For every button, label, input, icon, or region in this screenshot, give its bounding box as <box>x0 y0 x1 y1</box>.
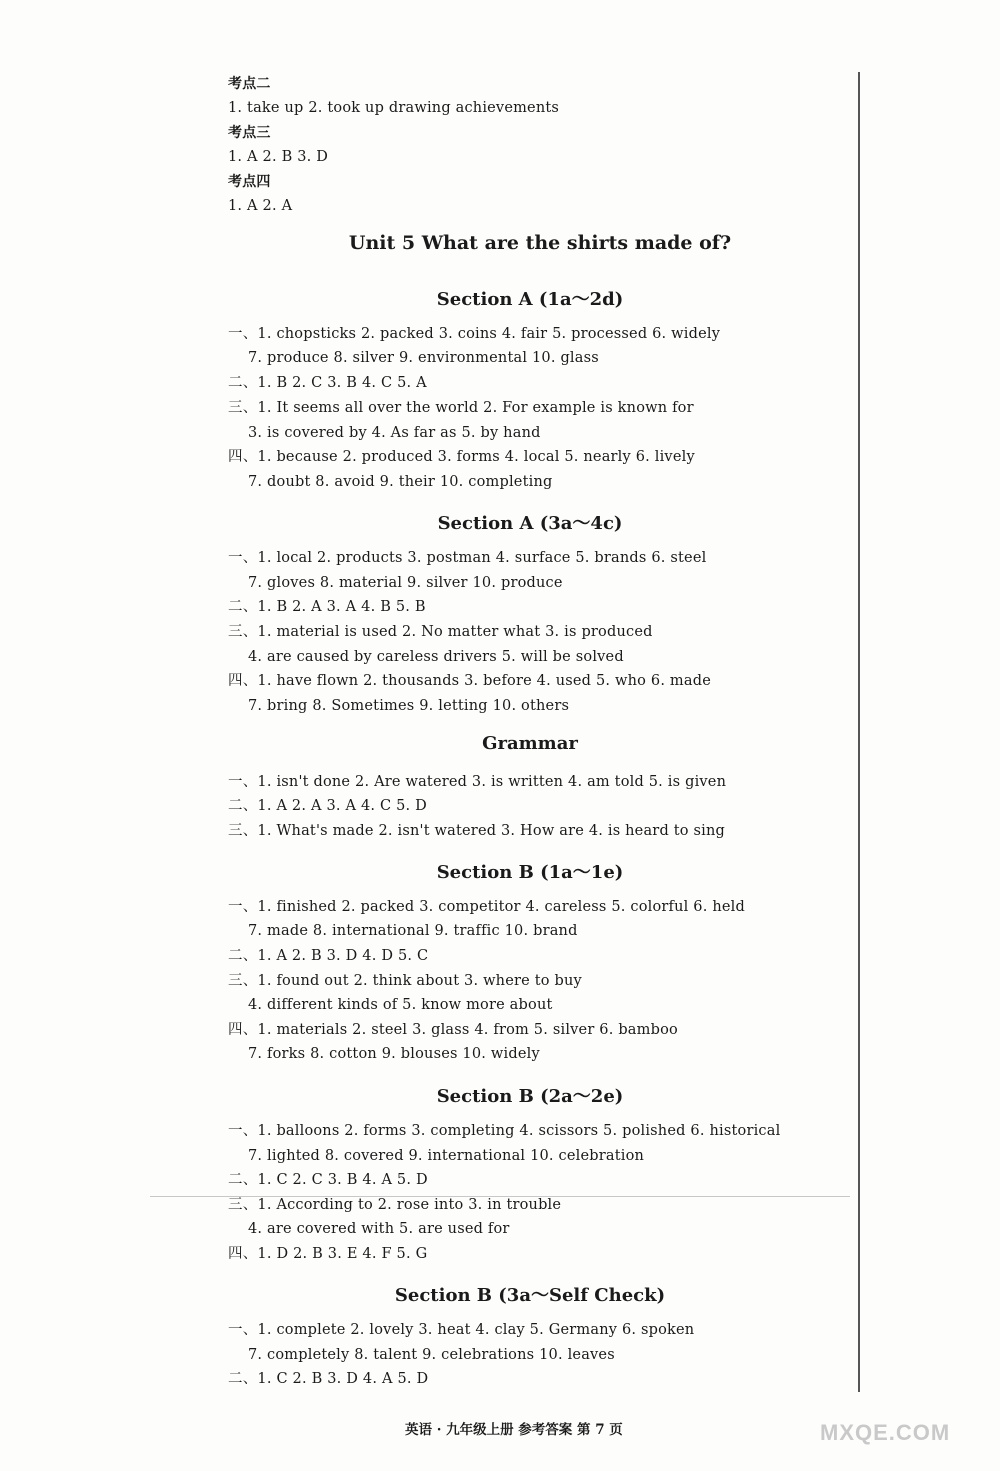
answer-line: 二、1. B 2. A 3. A 4. B 5. B <box>228 599 426 615</box>
section-b-1a-1e-title: Section B (1a～1e) <box>436 862 624 883</box>
answer-line: 三、1. According to 2. rose into 3. in trouble <box>228 1197 562 1213</box>
answer-line: 二、1. B 2. C 3. B 4. C 5. A <box>228 375 427 391</box>
answer-line: 二、1. C 2. C 3. B 4. A 5. D <box>228 1172 428 1188</box>
answer-line: 一、1. local 2. products 3. postman 4. surface 5. brands 6. steel <box>228 550 707 566</box>
answer-line: 一、1. complete 2. lovely 3. heat 4. clay 5. Germany 6. spoken <box>228 1322 695 1338</box>
answer-line: 4. different kinds of 5. know more about <box>248 997 553 1013</box>
section-a-1a-2d-title: Section A (1a～2d) <box>436 289 624 310</box>
answer-line: 7. forks 8. cotton 9. blouses 10. widely <box>248 1046 540 1062</box>
column-divider <box>858 72 860 1392</box>
answer-line: 7. gloves 8. material 9. silver 10. produce <box>248 575 563 591</box>
answer-line: 二、1. A 2. A 3. A 4. C 5. D <box>228 798 427 814</box>
answer-line: 一、1. balloons 2. forms 3. completing 4. scissors 5. polished 6. historical <box>228 1123 781 1139</box>
answer-line: 3. is covered by 4. As far as 5. by hand <box>248 425 541 441</box>
answer-line: 4. are covered with 5. are used for <box>248 1221 510 1237</box>
answer-line: 四、1. D 2. B 3. E 4. F 5. G <box>228 1246 428 1262</box>
answer-line: 4. are caused by careless drivers 5. will be solved <box>248 649 624 665</box>
answer-line: 三、1. material is used 2. No matter what 3. is produced <box>228 624 653 640</box>
answer-line: 三、1. found out 2. think about 3. where to buy <box>228 973 582 989</box>
kaodian-2-answers: 1. take up 2. took up drawing achievements <box>228 100 560 116</box>
section-a-3a-4c-title: Section A (3a～4c) <box>437 513 623 534</box>
section-b-3a-self-check-title: Section B (3a～Self Check) <box>394 1285 666 1306</box>
answer-line: 7. lighted 8. covered 9. international 10. celebration <box>248 1148 645 1164</box>
answer-line: 二、1. A 2. B 3. D 4. D 5. C <box>228 948 429 964</box>
kaodian-4-label: 考点四 <box>228 174 271 190</box>
answer-line: 7. completely 8. talent 9. celebrations 10. leaves <box>248 1347 615 1363</box>
answer-line: 7. doubt 8. avoid 9. their 10. completing <box>248 474 553 490</box>
answer-line: 7. bring 8. Sometimes 9. letting 10. others <box>248 698 570 714</box>
answer-line: 一、1. isn't done 2. Are watered 3. is written 4. am told 5. is given <box>228 774 727 790</box>
unit-title: Unit 5 What are the shirts made of? <box>348 232 732 254</box>
answer-line: 二、1. C 2. B 3. D 4. A 5. D <box>228 1371 429 1387</box>
page-footer: 英语 · 九年级上册 参考答案 第 7 页 <box>405 1422 623 1438</box>
section-b-2a-2e-title: Section B (2a～2e) <box>436 1086 624 1107</box>
grammar-title: Grammar <box>482 733 578 754</box>
answer-line: 三、1. It seems all over the world 2. For example is known for <box>228 400 694 416</box>
answer-line: 四、1. because 2. produced 3. forms 4. local 5. nearly 6. lively <box>228 449 695 465</box>
answer-line: 一、1. finished 2. packed 3. competitor 4. careless 5. colorful 6. held <box>228 899 745 915</box>
kaodian-3-label: 考点三 <box>228 125 271 141</box>
answer-line: 四、1. have flown 2. thousands 3. before 4. used 5. who 6. made <box>228 673 711 689</box>
answer-line: 一、1. chopsticks 2. packed 3. coins 4. fair 5. processed 6. widely <box>228 326 721 342</box>
answer-line: 三、1. What's made 2. isn't watered 3. How are 4. is heard to sing <box>228 823 725 839</box>
kaodian-3-answers: 1. A 2. B 3. D <box>228 149 329 165</box>
kaodian-2-label: 考点二 <box>228 76 271 92</box>
answer-line: 四、1. materials 2. steel 3. glass 4. from 5. silver 6. bamboo <box>228 1022 678 1038</box>
answer-line: 7. made 8. international 9. traffic 10. brand <box>248 923 578 939</box>
watermark-logo: MXQE.COM <box>820 1420 951 1445</box>
answer-line: 7. produce 8. silver 9. environmental 10. glass <box>248 350 599 366</box>
kaodian-4-answers: 1. A 2. A <box>228 198 293 214</box>
